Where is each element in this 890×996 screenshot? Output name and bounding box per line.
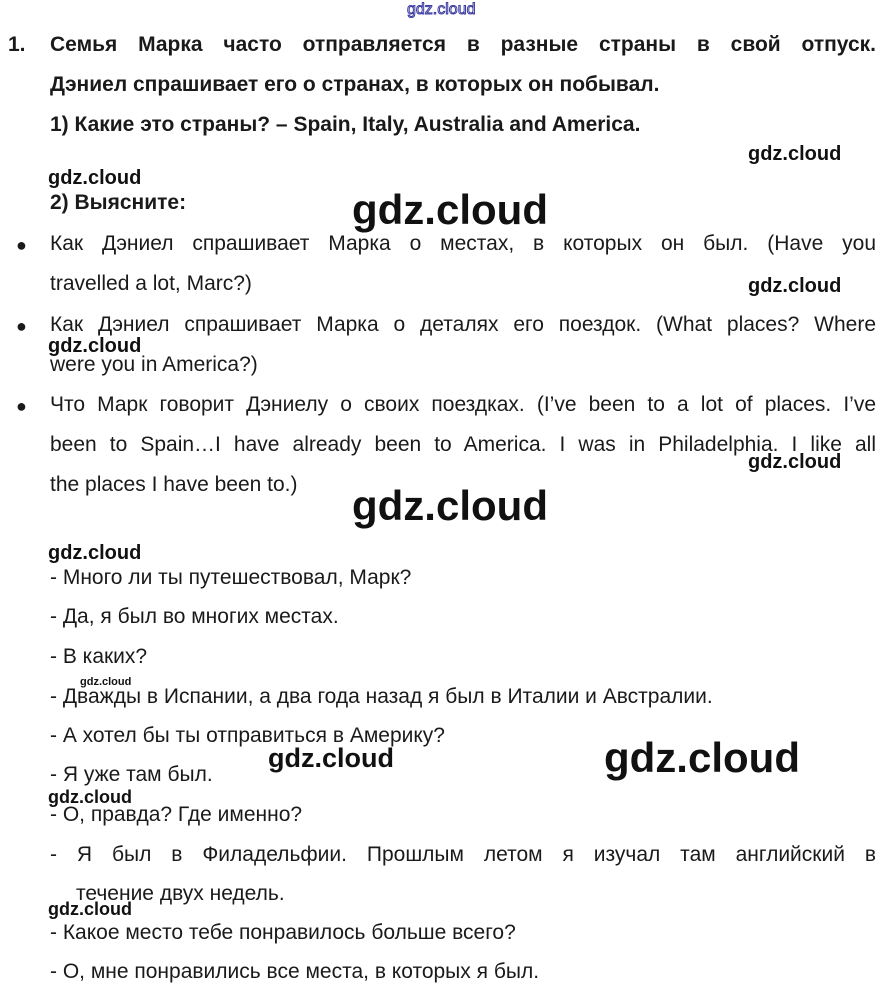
dialogue-line-1: - Много ли ты путешествовал, Марк? [50,566,412,589]
watermark-top: gdz.cloud [407,1,476,18]
task-number: 1. [8,33,26,56]
task-intro-line-1: Семья Марка часто отправляется в разные страны в свой отпуск. [50,33,876,56]
watermark-large: gdz.cloud [352,186,548,233]
dialogue-line-2: - Да, я был во многих местах. [50,605,339,628]
bullet-marker: ● [16,396,27,416]
task-intro-line-2: Дэниел спрашивает его о странах, в которых он побывал. [50,73,660,96]
dialogue-line-7: - О, правда? Где именно? [50,803,303,826]
bullet-1-line-1: Как Дэниел спрашивает Марка о местах, в которых он был. (Have you [50,232,876,255]
dialogue-line-6: - Я уже там был. [50,763,213,786]
watermark: gdz.cloud [748,275,842,297]
bullet-3-line-2: been to Spain…I have already been to America. I was in Philadelphia. I like all [50,433,876,456]
watermark: gdz.cloud [48,787,132,807]
dialogue-line-10: - О, мне понравились все места, в которых я был. [50,960,540,983]
watermark-large: gdz.cloud [604,734,800,781]
watermark: gdz.cloud [48,542,142,564]
question-2: 2) Выясните: [50,191,187,214]
bullet-marker: ● [16,235,27,255]
bullet-3-line-3: the places I have been to.) [50,473,298,496]
bullet-2-line-1: Как Дэниел спрашивает Марка о деталях его поездок. (What places? Where [50,313,876,336]
dialogue-line-3: - В каких? [50,645,148,668]
dialogue-line-8b: течение двух недель. [76,882,285,905]
bullet-marker: ● [16,316,27,336]
dialogue-line-5: - А хотел бы ты отправиться в Америку? [50,724,445,747]
dialogue-line-8a: - Я был в Филадельфии. Прошлым летом я изучал там английский в [50,843,876,866]
watermark-large: gdz.cloud [352,482,548,529]
watermark: gdz.cloud [48,167,142,189]
watermark: gdz.cloud [268,743,394,773]
watermark: gdz.cloud [48,899,132,919]
question-1: 1) Какие это страны? – Spain, Italy, Australia and America. [50,113,641,136]
bullet-1-line-2: travelled a lot, Marc?) [50,272,252,295]
dialogue-line-9: - Какое место тебе понравилось больше всего? [50,921,516,944]
watermark-small: gdz.cloud [80,676,132,688]
watermark: gdz.cloud [748,451,842,473]
dialogue-line-4: - Дважды в Испании, а два года назад я был в Италии и Австралии. [50,685,713,708]
watermark: gdz.cloud [48,335,142,357]
bullet-3-line-1: Что Марк говорит Дэниелу о своих поездках. (I’ve been to a lot of places. I’ve [50,393,876,416]
watermark: gdz.cloud [748,143,842,165]
bullet-2-line-2: were you in America?) [50,353,258,376]
